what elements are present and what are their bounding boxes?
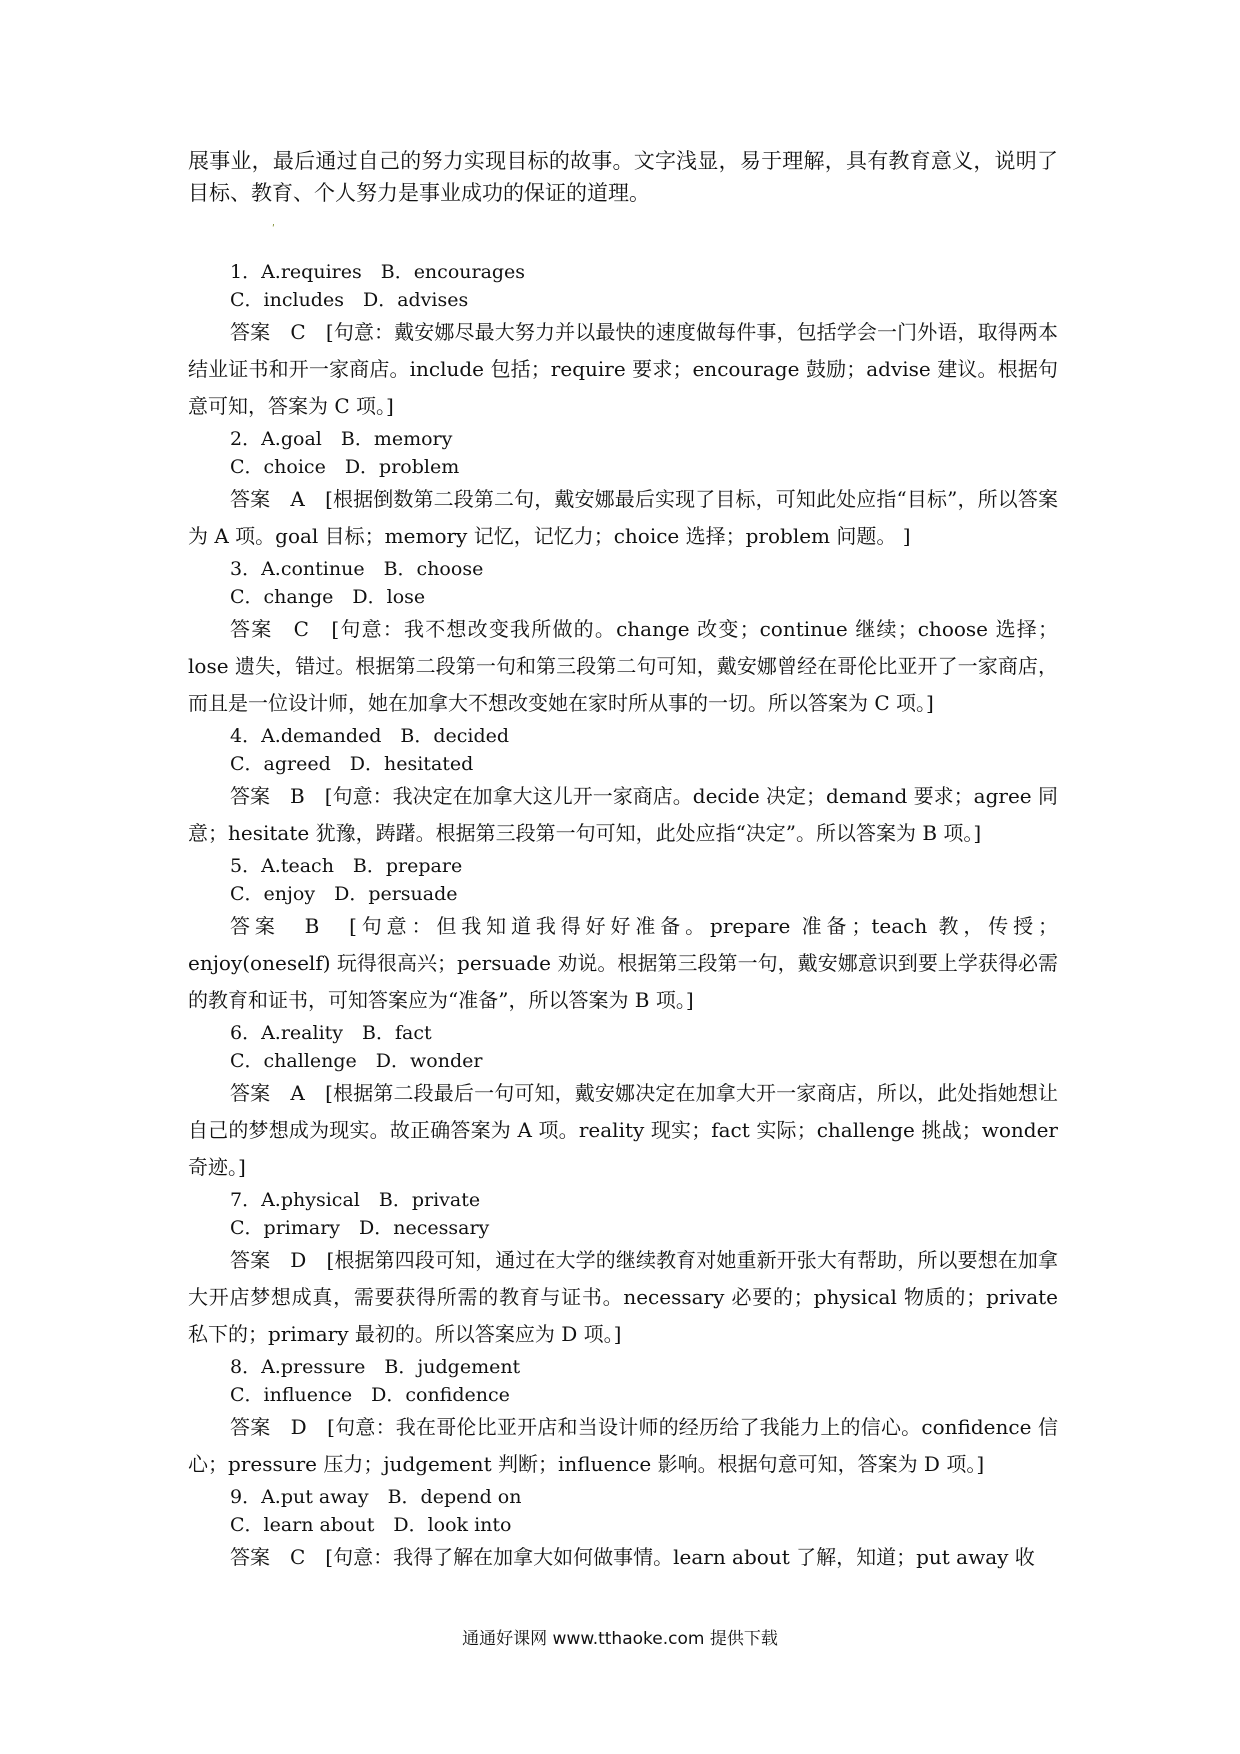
question-item <box>188 555 1058 722</box>
options-line-2: C．learn about D．look into <box>230 1514 512 1536</box>
question-item <box>188 258 1058 425</box>
options-line-2: C．enjoy D．persuade <box>230 883 458 905</box>
options-line-2: C．primary D．necessary <box>230 1217 490 1239</box>
options-line-2: C．change D．lose <box>230 586 426 608</box>
options-line-1: 3．A.continue B．choose <box>230 558 484 580</box>
question-list <box>188 258 1058 1576</box>
options-line-2: C．challenge D．wonder <box>230 1050 483 1072</box>
options-line-1: 9．A.put away B．depend on <box>230 1486 522 1508</box>
answer-explanation: 答案 C [句意：我得了解在加拿大如何做事情。learn about 了解，知道；put away 收 <box>230 1545 1035 1569</box>
options-line-1: 8．A.pressure B．judgement <box>230 1356 521 1378</box>
answer-explanation: 答案 A [根据第二段最后一句可知，戴安娜决定在加拿大开一家商店，所以，此处指她想让自己的梦想成为现实。故正确答案为 A 项。reality 现实；fact 实际；challenge 挑战；wonder 奇迹。] <box>188 1081 1058 1179</box>
question-item <box>188 1353 1058 1483</box>
options-line-1: 5．A.teach B．prepare <box>230 855 463 877</box>
options-line-2: C．choice D．problem <box>230 456 460 478</box>
answer-explanation: 答案 D [根据第四段可知，通过在大学的继续教育对她重新开张大有帮助，所以要想在加拿大开店梦想成真，需要获得所需的教育与证书。necessary 必要的；physical 物质的；private 私下的；primary 最初的。所以答案应为 D 项。] <box>188 1248 1058 1346</box>
question-item <box>188 425 1058 555</box>
question-item <box>188 1019 1058 1186</box>
footer-credit: 通通好课网 www.tthaoke.com 提供下载 <box>462 1629 778 1649</box>
options-line-2: C．influence D．confidence <box>230 1384 510 1406</box>
options-line-1: 6．A.reality B．fact <box>230 1022 432 1044</box>
question-item <box>188 852 1058 1019</box>
options-line-1: 7．A.physical B．private <box>230 1189 481 1211</box>
answer-explanation: 答案 D [句意：我在哥伦比亚开店和当设计师的经历给了我能力上的信心。confidence 信心；pressure 压力；judgement 判断；influence 影响。根据句意可知，答案为 D 项。] <box>188 1415 1058 1476</box>
answer-explanation: 答案 A [根据倒数第二段第二句，戴安娜最后实现了目标，可知此处应指“目标”，所以答案为 A 项。goal 目标；memory 记忆，记忆力；choice 选择；problem 问题。 ] <box>188 487 1058 548</box>
answer-explanation: 答案 C [句意：我不想改变我所做的。change 改变；continue 继续；choose 选择；lose 遗失，错过。根据第二段第一句和第三段第二句可知，戴安娜曾经在哥伦比亚开了一家商店，而且是一位设计师，她在加拿大不想改变她在家时所从事的一切。所以答案为 C 项。] <box>188 617 1058 715</box>
answer-explanation: 答案 C [句意：戴安娜尽最大努力并以最快的速度做每件事，包括学会一门外语，取得两本结业证书和开一家商店。include 包括；require 要求；encourage 鼓励；advise 建议。根据句意可知，答案为 C 项。] <box>188 320 1058 418</box>
answer-explanation: 答案 B [句意：但我知道我得好好准备。prepare 准备；teach 教，传授；enjoy(oneself) 玩得很高兴；persuade 劝说。根据第三段第一句，戴安娜意识到要上学获得必需的教育和证书，可知答案应为“准备”，所以答案为 B 项。] <box>188 914 1058 1012</box>
options-line-1: 1．A.requires B．encourages <box>230 261 526 283</box>
options-line-2: C．agreed D．hesitated <box>230 753 474 775</box>
answer-explanation: 答案 B [句意：我决定在加拿大这儿开一家商店。decide 决定；demand 要求；agree 同意；hesitate 犹豫，踌躇。根据第三段第一句可知，此处应指“决定”。所以答案为 B 项。] <box>188 784 1058 845</box>
options-line-1: 2．A.goal B．memory <box>230 428 453 450</box>
intro-paragraph: 展事业，最后通过自己的努力实现目标的故事。文字浅显，易于理解，具有教育意义，说明了目标、教育、个人努力是事业成功的保证的道理。 <box>188 149 1058 205</box>
question-item <box>188 722 1058 852</box>
question-item <box>188 1186 1058 1353</box>
question-item <box>188 1483 1058 1576</box>
stray-mark: ʹ <box>272 224 275 235</box>
options-line-1: 4．A.demanded B．decided <box>230 725 510 747</box>
options-line-2: C．includes D．advises <box>230 289 469 311</box>
